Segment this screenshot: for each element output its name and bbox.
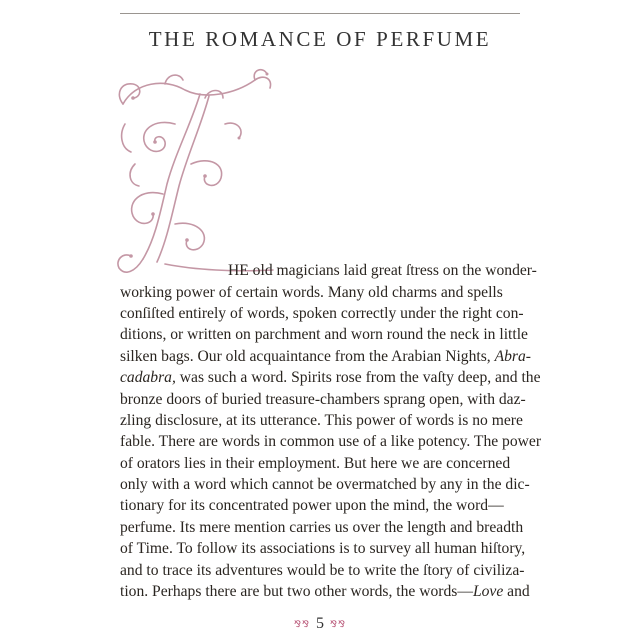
text-line: of orators lies in their employment. But here we are concerned: [120, 455, 511, 472]
text-line: cadabra, was such a word. Spirits rose from the vaſty deep, and the: [120, 369, 541, 386]
text-line: silken bags. Our old acquaintance from the Arabian Nights, Abra-: [120, 348, 531, 365]
text-line: only with a word which cannot be overmatched by any in the dic-: [120, 476, 530, 493]
text-line: ditions, or written on parchment and worn round the neck in little: [120, 326, 528, 343]
ornamental-drop-cap: [105, 64, 280, 279]
text-line: fable. There are words in common use of a like potency. The power: [120, 433, 542, 450]
footer-ornament-right-icon: ⅋⅋: [330, 618, 347, 629]
text-line: bronze doors of buried treasure-chambers sprang open, with daz-: [120, 391, 526, 408]
text-line: tionary for its concentrated power upon the mind, the word—: [120, 497, 504, 514]
page-footer: [270, 615, 370, 633]
text-line: and to trace its adventures would be to write the ſtory of civiliza-: [120, 562, 525, 579]
text-line: conſiſted entirely of words, spoken correctly under the right con-: [120, 305, 524, 322]
page-number: 5: [316, 615, 324, 632]
text-line: tion. Perhaps there are but two other words, the words—Love and: [120, 583, 530, 600]
text-line: perfume. Its mere mention carries us over the length and breadth: [120, 519, 524, 536]
page-title: THE ROMANCE OF PERFUME: [148, 27, 492, 51]
text-line: of Time. To follow its associations is to survey all human hiſtory,: [120, 540, 526, 557]
text-line: HE old magicians laid great ſtress on the wonder-: [228, 262, 537, 279]
text-line: zling disclosure, at its utterance. This power of words is no mere: [120, 412, 523, 429]
text-line: working power of certain words. Many old charms and spells: [120, 284, 503, 301]
footer-ornament-left-icon: ⅋⅋: [293, 618, 310, 629]
header-rule: [120, 13, 520, 14]
